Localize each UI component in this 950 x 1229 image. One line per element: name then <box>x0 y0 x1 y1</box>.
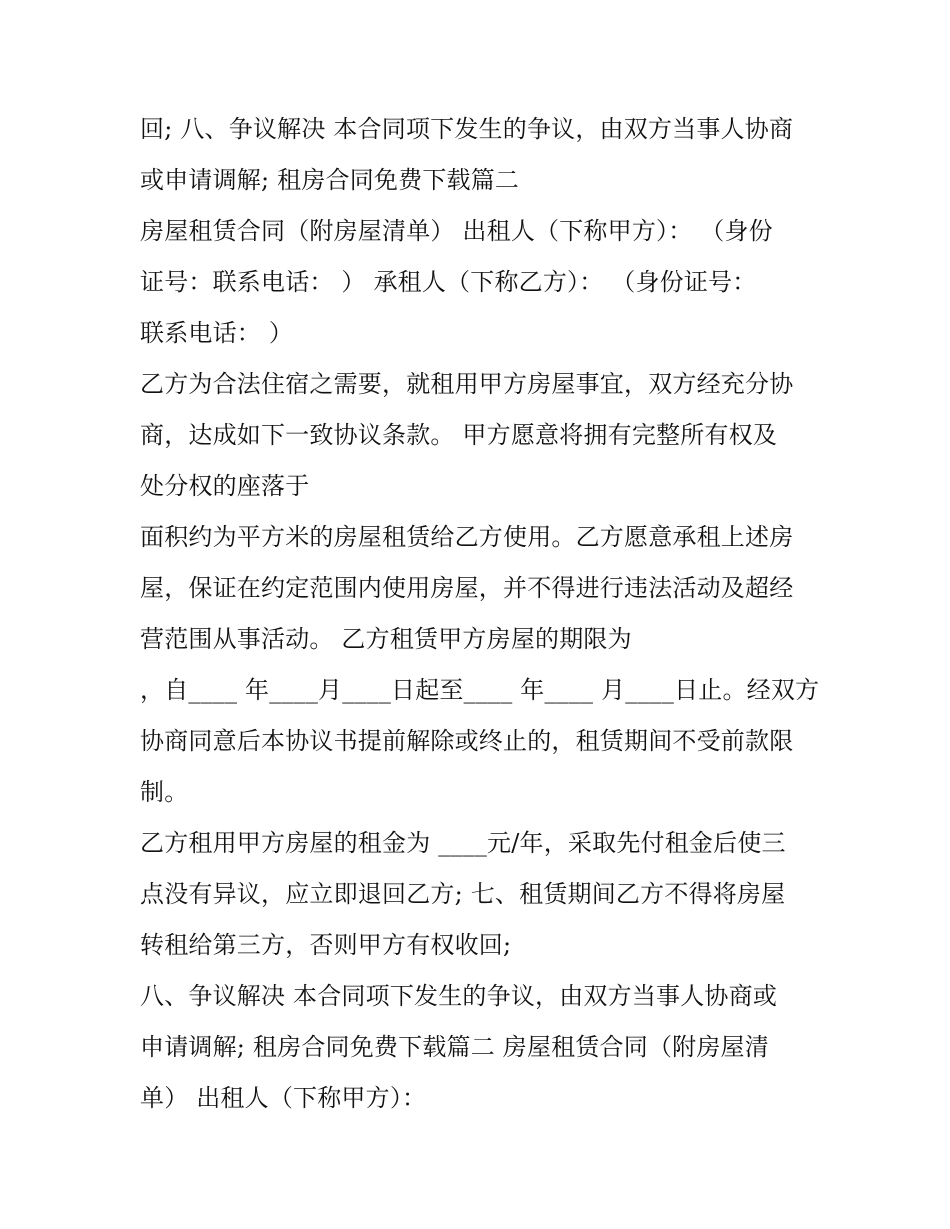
document-body <box>140 104 820 1124</box>
text-line: 制。 <box>140 778 189 806</box>
text-line: 营范围从事活动。 乙方租赁甲方房屋的期限为 <box>140 625 632 653</box>
text-line: 处分权的座落于 <box>140 472 310 500</box>
text-line: 回; 八、争议解决 本合同项下发生的争议，由双方当事人协商 <box>140 115 794 143</box>
text-line: 或申请调解; 租房合同免费下载篇二 <box>140 166 520 194</box>
text-line: 房屋租赁合同（附房屋清单） 出租人（下称甲方）： （身份 <box>140 217 773 245</box>
text-line: 乙方为合法住宿之需要，就租用甲方房屋事宜，双方经充分协 <box>140 370 794 398</box>
text-line: ，自____ 年____月____日起至____ 年____ 月____日止。经双方 <box>140 676 820 704</box>
text-line: 单） 出租人（下称甲方）： <box>140 1084 427 1112</box>
text-line: 点没有异议，应立即退回乙方; 七、租赁期间乙方不得将房屋 <box>140 880 786 908</box>
text-line: 屋，保证在约定范围内使用房屋，并不得进行违法活动及超经 <box>140 574 794 602</box>
text-line: 证号：联系电话： ） 承租人（下称乙方）： （身份证号： <box>140 268 757 296</box>
text-line: 协商同意后本协议书提前解除或终止的，租赁期间不受前款限 <box>140 727 794 755</box>
text-line: 面积约为平方米的房屋租赁给乙方使用。乙方愿意承租上述房 <box>140 523 794 551</box>
text-line: 申请调解; 租房合同免费下载篇二 房屋租赁合同（附房屋清 <box>140 1033 769 1061</box>
text-line: 商，达成如下一致协议条款。 甲方愿意将拥有完整所有权及 <box>140 421 778 449</box>
text-line: 乙方租用甲方房屋的租金为 ____元/年，采取先付租金后使三 <box>140 829 786 857</box>
text-line: 转租给第三方，否则甲方有权收回; <box>140 931 512 959</box>
text-line: 联系电话： ） <box>140 319 294 347</box>
text-line: 八、争议解决 本合同项下发生的争议，由双方当事人协商或 <box>140 982 778 1010</box>
